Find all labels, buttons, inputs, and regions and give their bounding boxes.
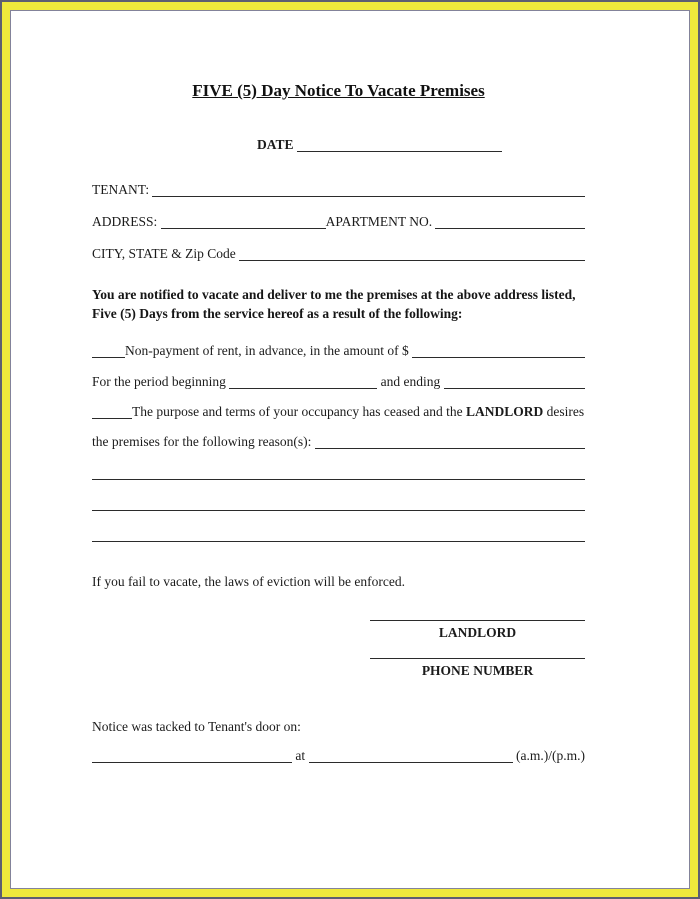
nonpayment-text: Non-payment of rent, in advance, in the amount of $ <box>125 343 409 358</box>
signature-block <box>370 620 585 679</box>
phone-number-line <box>370 658 585 659</box>
tacked-time-blank-line <box>309 749 513 763</box>
tacked-text: Notice was tacked to Tenant's door on: <box>92 719 301 734</box>
landlord-bold-word: LANDLORD <box>466 404 544 419</box>
address-row <box>92 214 585 229</box>
blank-write-line-1 <box>92 479 585 480</box>
reason-blank-line <box>315 435 585 449</box>
period-begin-blank-line <box>229 375 377 389</box>
landlord-signature-line <box>370 620 585 621</box>
desires-text: desires <box>546 404 585 419</box>
yellow-border <box>2 2 698 897</box>
period-end-blank-line <box>444 375 585 389</box>
nonpayment-row <box>92 343 585 358</box>
city-state-zip-label: CITY, STATE & Zip Code <box>92 246 236 261</box>
city-blank-line <box>239 247 585 261</box>
purpose-row <box>92 404 585 419</box>
tacked-date-row <box>92 748 585 763</box>
tacked-date-blank-line <box>92 749 292 763</box>
period-ending-text: and ending <box>380 374 441 389</box>
landlord-signature-label: LANDLORD <box>438 625 517 640</box>
tenant-row <box>92 182 585 197</box>
tenant-blank-line <box>152 183 585 197</box>
amount-blank-line <box>412 344 585 358</box>
tenant-label: TENANT: <box>92 182 150 197</box>
notice-paragraph: You are notified to vacate and deliver to me the premises at the above address listed, Five (5) Days from the service hereof as a result of the following: <box>92 287 576 321</box>
blank-write-line-2 <box>92 510 585 511</box>
eviction-text: If you fail to vacate, the laws of eviction will be enforced. <box>92 574 406 589</box>
purpose-check-line <box>92 405 132 419</box>
reason-row <box>92 434 585 449</box>
date-label: DATE <box>257 137 294 152</box>
date-row <box>92 137 585 152</box>
apartment-blank-line <box>435 215 585 229</box>
date-blank-line <box>297 138 502 152</box>
period-beginning-text: For the period beginning <box>92 374 226 389</box>
phone-number-label: PHONE NUMBER <box>421 663 534 678</box>
city-state-zip-row <box>92 246 585 261</box>
address-label: ADDRESS: <box>92 214 158 229</box>
blank-write-line-3 <box>92 541 585 542</box>
apartment-no-label: APARTMENT NO. <box>325 214 433 229</box>
at-label: at <box>295 748 306 763</box>
period-row <box>92 374 585 389</box>
address-blank-line <box>161 215 326 229</box>
form-page <box>10 10 690 889</box>
nonpayment-check-line <box>92 344 125 358</box>
form-title: FIVE (5) Day Notice To Vacate Premises <box>192 81 485 100</box>
purpose-text: The purpose and terms of your occupancy has ceased and the <box>132 404 463 419</box>
reason-text: the premises for the following reason(s): <box>92 434 312 449</box>
ampm-label: (a.m.)/(p.m.) <box>516 748 585 763</box>
